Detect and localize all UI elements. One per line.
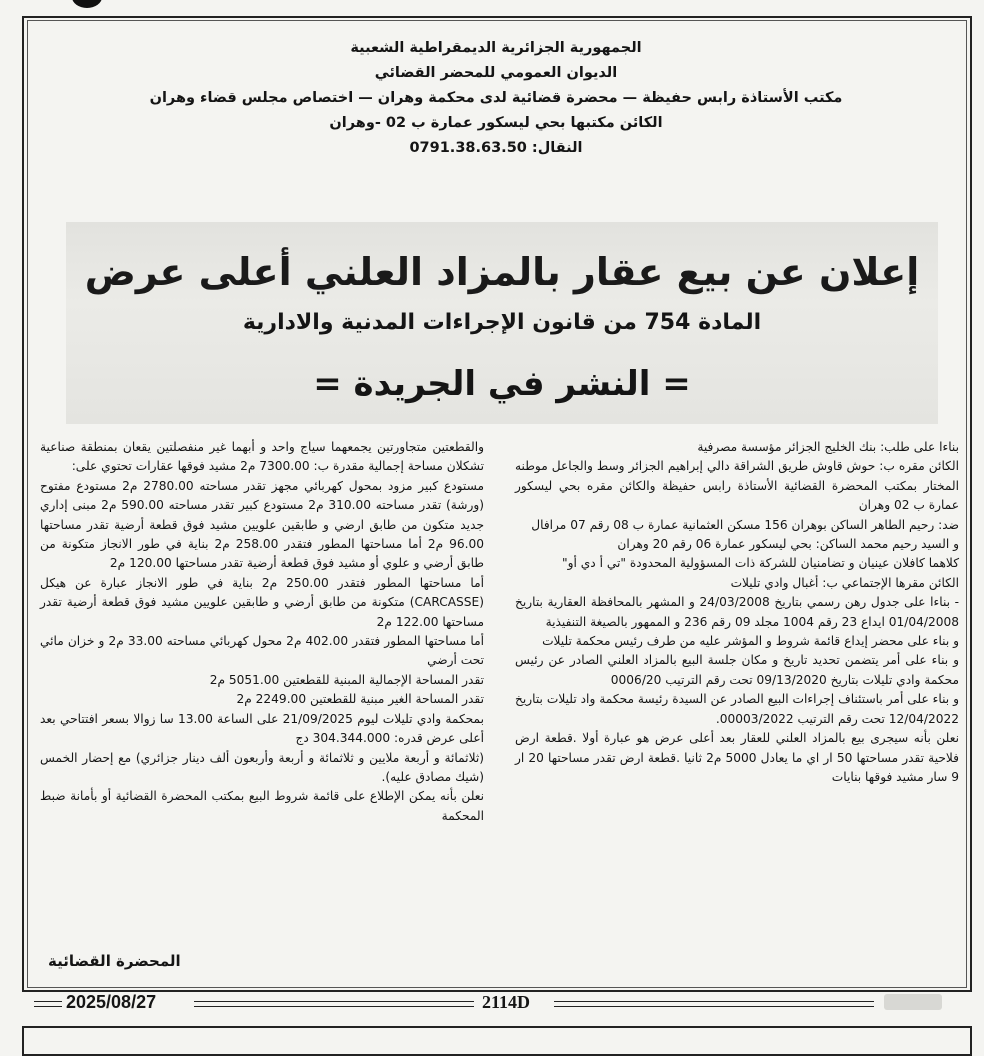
paragraph: والقطعتين متجاورتين يجمعهما سياج واحد و أبهما غير منفصلتين يقعان بمنطقة صناعية تشكلان مساحة إجمالية مقدرة ب: 7300.00 م2 مشيد فوقها عقارات تحتوي على: [40, 440, 484, 474]
text-column-right [515, 438, 959, 787]
text-column-left [40, 438, 484, 826]
footer-rule-middle [194, 1001, 474, 1007]
paragraph: نعلن بأنه سيجرى بيع بالمزاد العلني للعقار بعد أعلى عرض هو عبارة أولا .قطعة ارض فلاحية تقدر مساحتها 50 ار اي ما يعادل 5000 م2 ثانيا .قطعة ارض تقدر مساحتها 20 ار 9 سار مشيد فوقها بنايات [515, 731, 960, 784]
publication-date: 2025/08/27 [66, 992, 157, 1012]
header-office: الديوان العمومي للمحضر القضائي [374, 65, 618, 81]
paragraph: و بناء على محضر إيداع قائمة شروط و المؤشر عليه من طرف رئيس محكمة تليلات [542, 634, 959, 649]
header-address: الكائن مكتبها بحي ليسكور عمارة ب 02 -وهران [329, 115, 663, 131]
notice-code: 2114D [482, 992, 531, 1012]
header-phone: النقال: 0791.38.63.50 [409, 140, 583, 156]
paragraph: أما مساحتها المطور فتقدر 402.00 م2 محول كهربائي مساحته 33.00 م2 و خزان مائي تحت أرضي [40, 634, 484, 668]
page-footer [34, 990, 962, 1016]
paragraph: - بناءا على جدول رهن رسمي بتاريخ 24/03/2008 و المشهر بالمحافظة العقارية بتاريخ 01/04/2008 ايداع 23 رقم 1004 مجلد 09 رقم 236 و الممهور بالصيغة التنفيذية [515, 595, 959, 629]
paragraph: مستودع كبير مزود بمحول كهربائي مجهز تقدر مساحته 2780.00 م2 مستودع مفتوح (ورشة) تقدر مساحته 310.00 م2 مستودع كبير تقدر مساحته 590.00 م2 مبنى إداري جديد متكون من طابق ارضي و طابقين علويين مشيد فوق قطعة أرضية تقدر مساحتها 96.00 م2 أما مساحتها المطور فتقدر 258.00 م2 بناية في طور الانجاز متكونة من طابق أرضي و علوي أو مشيد فوق قطعة أرضية تقدر مساحتها 120.00 م2 [40, 478, 485, 571]
paragraph: الكائن مقره ب: حوش قاوش طريق الشراقة دالي إبراهيم الجزائر وسط والجاعل موطنه المختار بمكتب المحضرة القضائية الأستاذة رابس حفيظة والكائن مقره بحي ليسكور عمارة ب 02 وهران [515, 459, 959, 513]
paragraph: (ثلاثمائة و أربعة ملايين و ثلاثمائة و أربعة وأربعون ألف دينار جزائري) مع إحضار الخمس (شيك مصادق عليه). [40, 750, 484, 784]
paragraph: ضد: رحيم الطاهر الساكن بوهران 156 مسكن العثمانية عمارة ب 08 رقم 07 مرافال [531, 517, 959, 532]
paragraph: نعلن بأنه يمكن الإطلاع على قائمة شروط البيع بمكتب المحضرة القضائية أو بأمانة ضبط المحكمة [40, 789, 484, 823]
header-bailiff: مكتب الأستاذة رابس حفيظة — محضرة قضائية لدى محكمة وهران — اختصاص مجلس قضاء وهران [149, 90, 843, 106]
publication-tagline: = النشر في الجريدة = [313, 364, 691, 404]
title-banner [66, 222, 938, 424]
newspaper-logo [884, 994, 942, 1010]
footer-rule-right [554, 1001, 874, 1007]
paragraph: و بناء على أمر باستئناف إجراءات البيع الصادر عن السيدة رئيسة محكمة واد تليلات بتاريخ 12/04/2022 تحت رقم الترتيب 00003/2022. [515, 692, 959, 726]
paragraph: أما مساحتها المطور فتقدر 250.00 م2 بناية في طور الانجاز عبارة عن هيكل (CARCASSE) متكونة من طابق أرضي و طابقين علويين مشيد فوق قطعة أرضية تقدر مساحتها 122.00 م2 [40, 575, 485, 629]
corner-mark [72, 0, 102, 8]
paragraph: و السيد رحيم محمد الساكن: بحي ليسكور عمارة 06 رقم 20 وهران [617, 537, 959, 552]
header-republic: الجمهورية الجزائرية الديمقراطية الشعبية [350, 40, 642, 56]
paragraph: تقدر المساحة الغير مبنية للقطعتين 2249.00 م2 [236, 692, 484, 707]
paragraph: بمحكمة وادي تليلات ليوم 21/09/2025 على الساعة 13.00 سا زوالا بسعر افتتاحي بعد أعلى عرض قدره: 304.344.000 دج [40, 711, 484, 746]
paragraph: و بناء على أمر يتضمن تحديد تاريخ و مكان جلسة البيع بالمزاد العلني الصادر عن رئيس محكمة وادي تليلات بتاريخ 09/13/2020 تحت رقم الترتيب 0006/20 [515, 653, 959, 687]
signature: المحضرة القضائية [48, 952, 181, 970]
next-notice-frame [22, 1026, 972, 1056]
notice-subtitle: المادة 754 من قانون الإجراءات المدنية والادارية [242, 310, 762, 335]
notice-header [126, 36, 866, 161]
paragraph: بناءا على طلب: بنك الخليج الجزائر مؤسسة مصرفية [697, 440, 959, 454]
footer-rule-left [34, 1001, 62, 1007]
paragraph: تقدر المساحة الإجمالية المبنية للقطعتين 5051.00 م2 [209, 672, 484, 687]
paragraph: كلاهما كافلان عينيان و تضامنيان للشركة ذات المسؤولية المحدودة "تي أ دي أو" [562, 556, 959, 571]
paragraph: الكائن مقرها الإجتماعي ب: أغبال وادي تليلات [730, 575, 959, 590]
notice-title: إعلان عن بيع عقار بالمزاد العلني أعلى عرض [84, 250, 920, 294]
